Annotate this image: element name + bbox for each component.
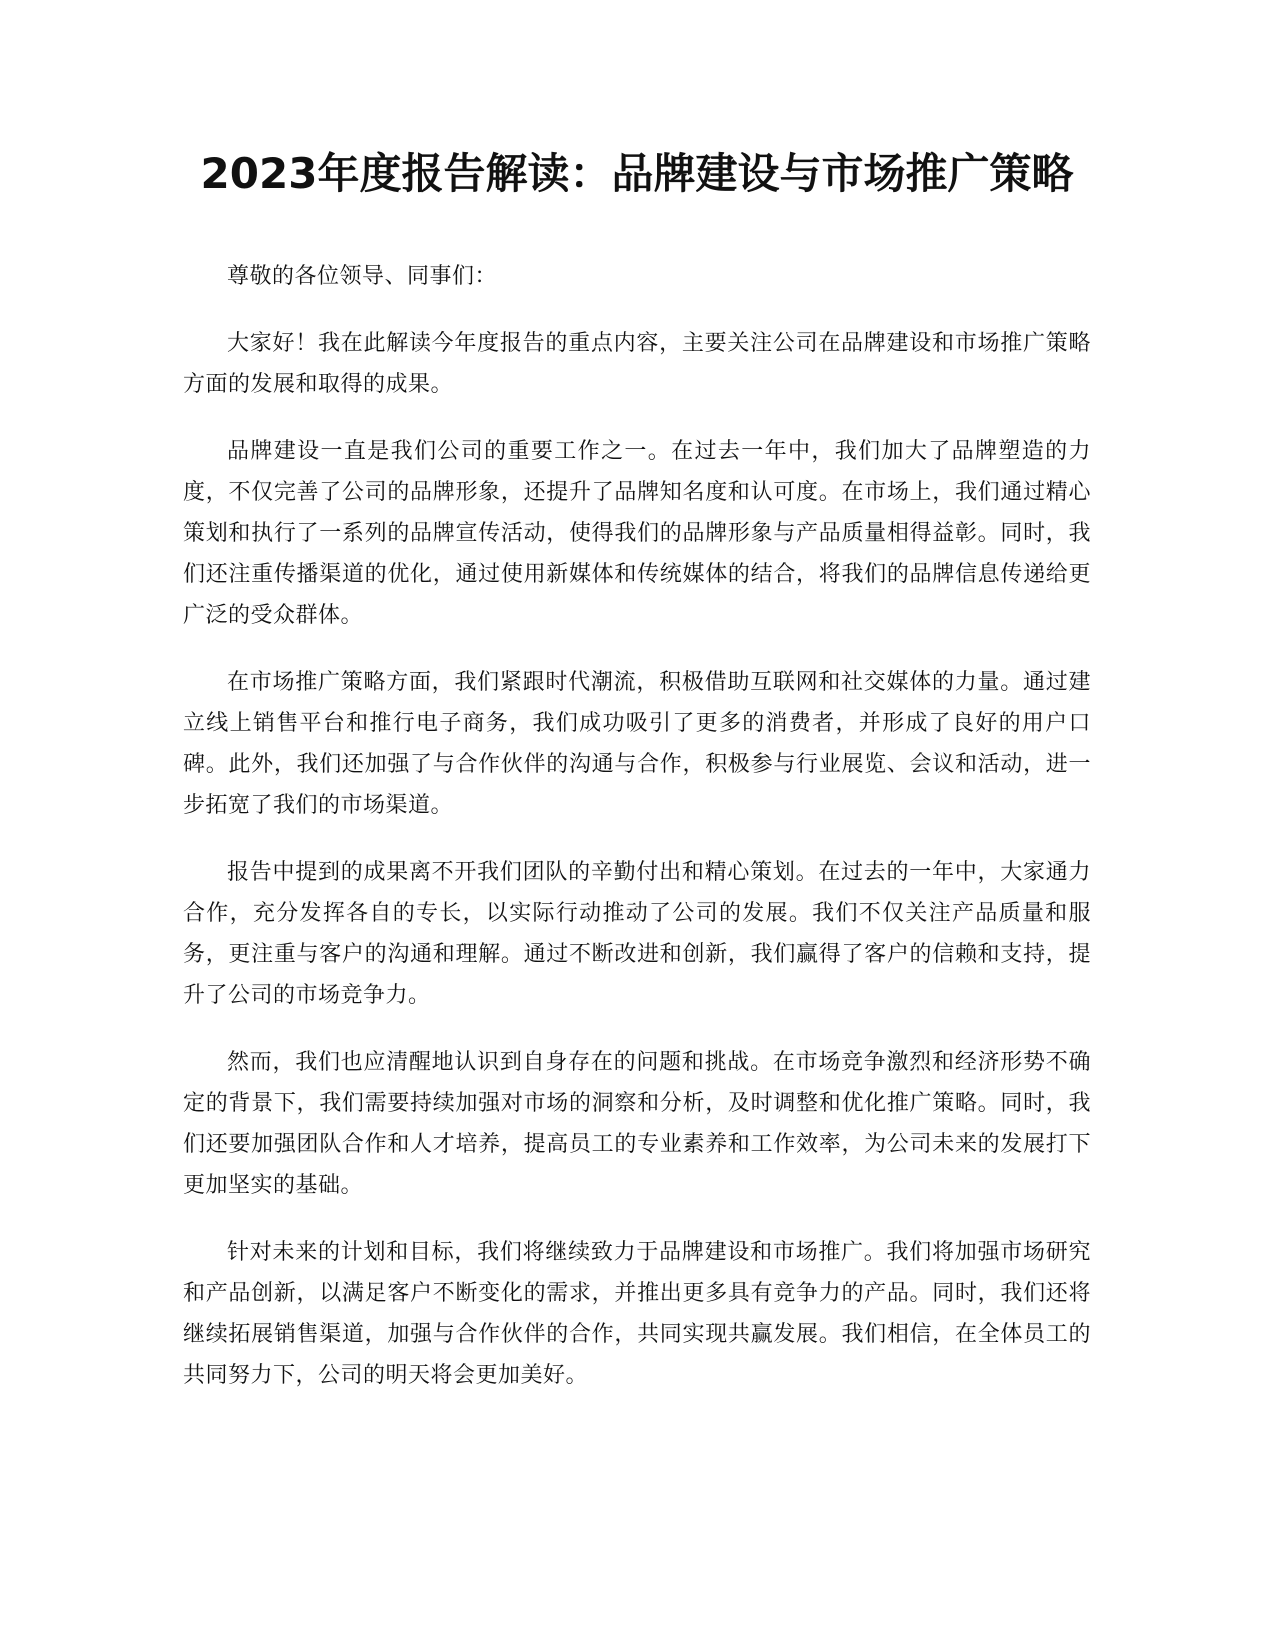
brand-building-paragraph: 品牌建设一直是我们公司的重要工作之一。在过去一年中，我们加大了品牌塑造的力度，不仅完善了公司的品牌形象，还提升了品牌知名度和认可度。在市场上，我们通过精心策划和执行了一系列的品牌宣传活动，使得我们的品牌形象与产品质量相得益彰。同时，我们还注重传播渠道的优化，通过使用新媒体和传统媒体的结合，将我们的品牌信息传递给更广泛的受众群体。: [183, 439, 1091, 628]
challenges-paragraph: 然而，我们也应清醒地认识到自身存在的问题和挑战。在市场竞争激烈和经济形势不确定的背景下，我们需要持续加强对市场的洞察和分析，及时调整和优化推广策略。同时，我们还要加强团队合作和人才培养，提高员工的专业素养和工作效率，为公司未来的发展打下更加坚实的基础。: [183, 1050, 1091, 1198]
salutation-paragraph: 尊敬的各位领导、同事们：: [227, 264, 498, 289]
document-page: [183, 138, 1091, 1422]
team-achievement-paragraph: 报告中提到的成果离不开我们团队的辛勤付出和精心策划。在过去的一年中，大家通力合作，充分发挥各自的专长，以实际行动推动了公司的发展。我们不仅关注产品质量和服务，更注重与客户的沟通和理解。通过不断改进和创新，我们赢得了客户的信赖和支持，提升了公司的市场竞争力。: [183, 860, 1091, 1008]
intro-paragraph: 大家好！我在此解读今年度报告的重点内容，主要关注公司在品牌建设和市场推广策略方面的发展和取得的成果。: [183, 331, 1091, 397]
marketing-strategy-paragraph: 在市场推广策略方面，我们紧跟时代潮流，积极借助互联网和社交媒体的力量。通过建立线上销售平台和推行电子商务，我们成功吸引了更多的消费者，并形成了良好的用户口碑。此外，我们还加强了与合作伙伴的沟通与合作，积极参与行业展览、会议和活动，进一步拓宽了我们的市场渠道。: [183, 670, 1091, 818]
document-body: [183, 256, 1091, 1396]
future-plans-paragraph: 针对未来的计划和目标，我们将继续致力于品牌建设和市场推广。我们将加强市场研究和产品创新，以满足客户不断变化的需求，并推出更多具有竞争力的产品。同时，我们还将继续拓展销售渠道，加强与合作伙伴的合作，共同实现共赢发展。我们相信，在全体员工的共同努力下，公司的明天将会更加美好。: [183, 1240, 1091, 1388]
document-title: 2023年度报告解读：品牌建设与市场推广策略: [200, 149, 1074, 198]
